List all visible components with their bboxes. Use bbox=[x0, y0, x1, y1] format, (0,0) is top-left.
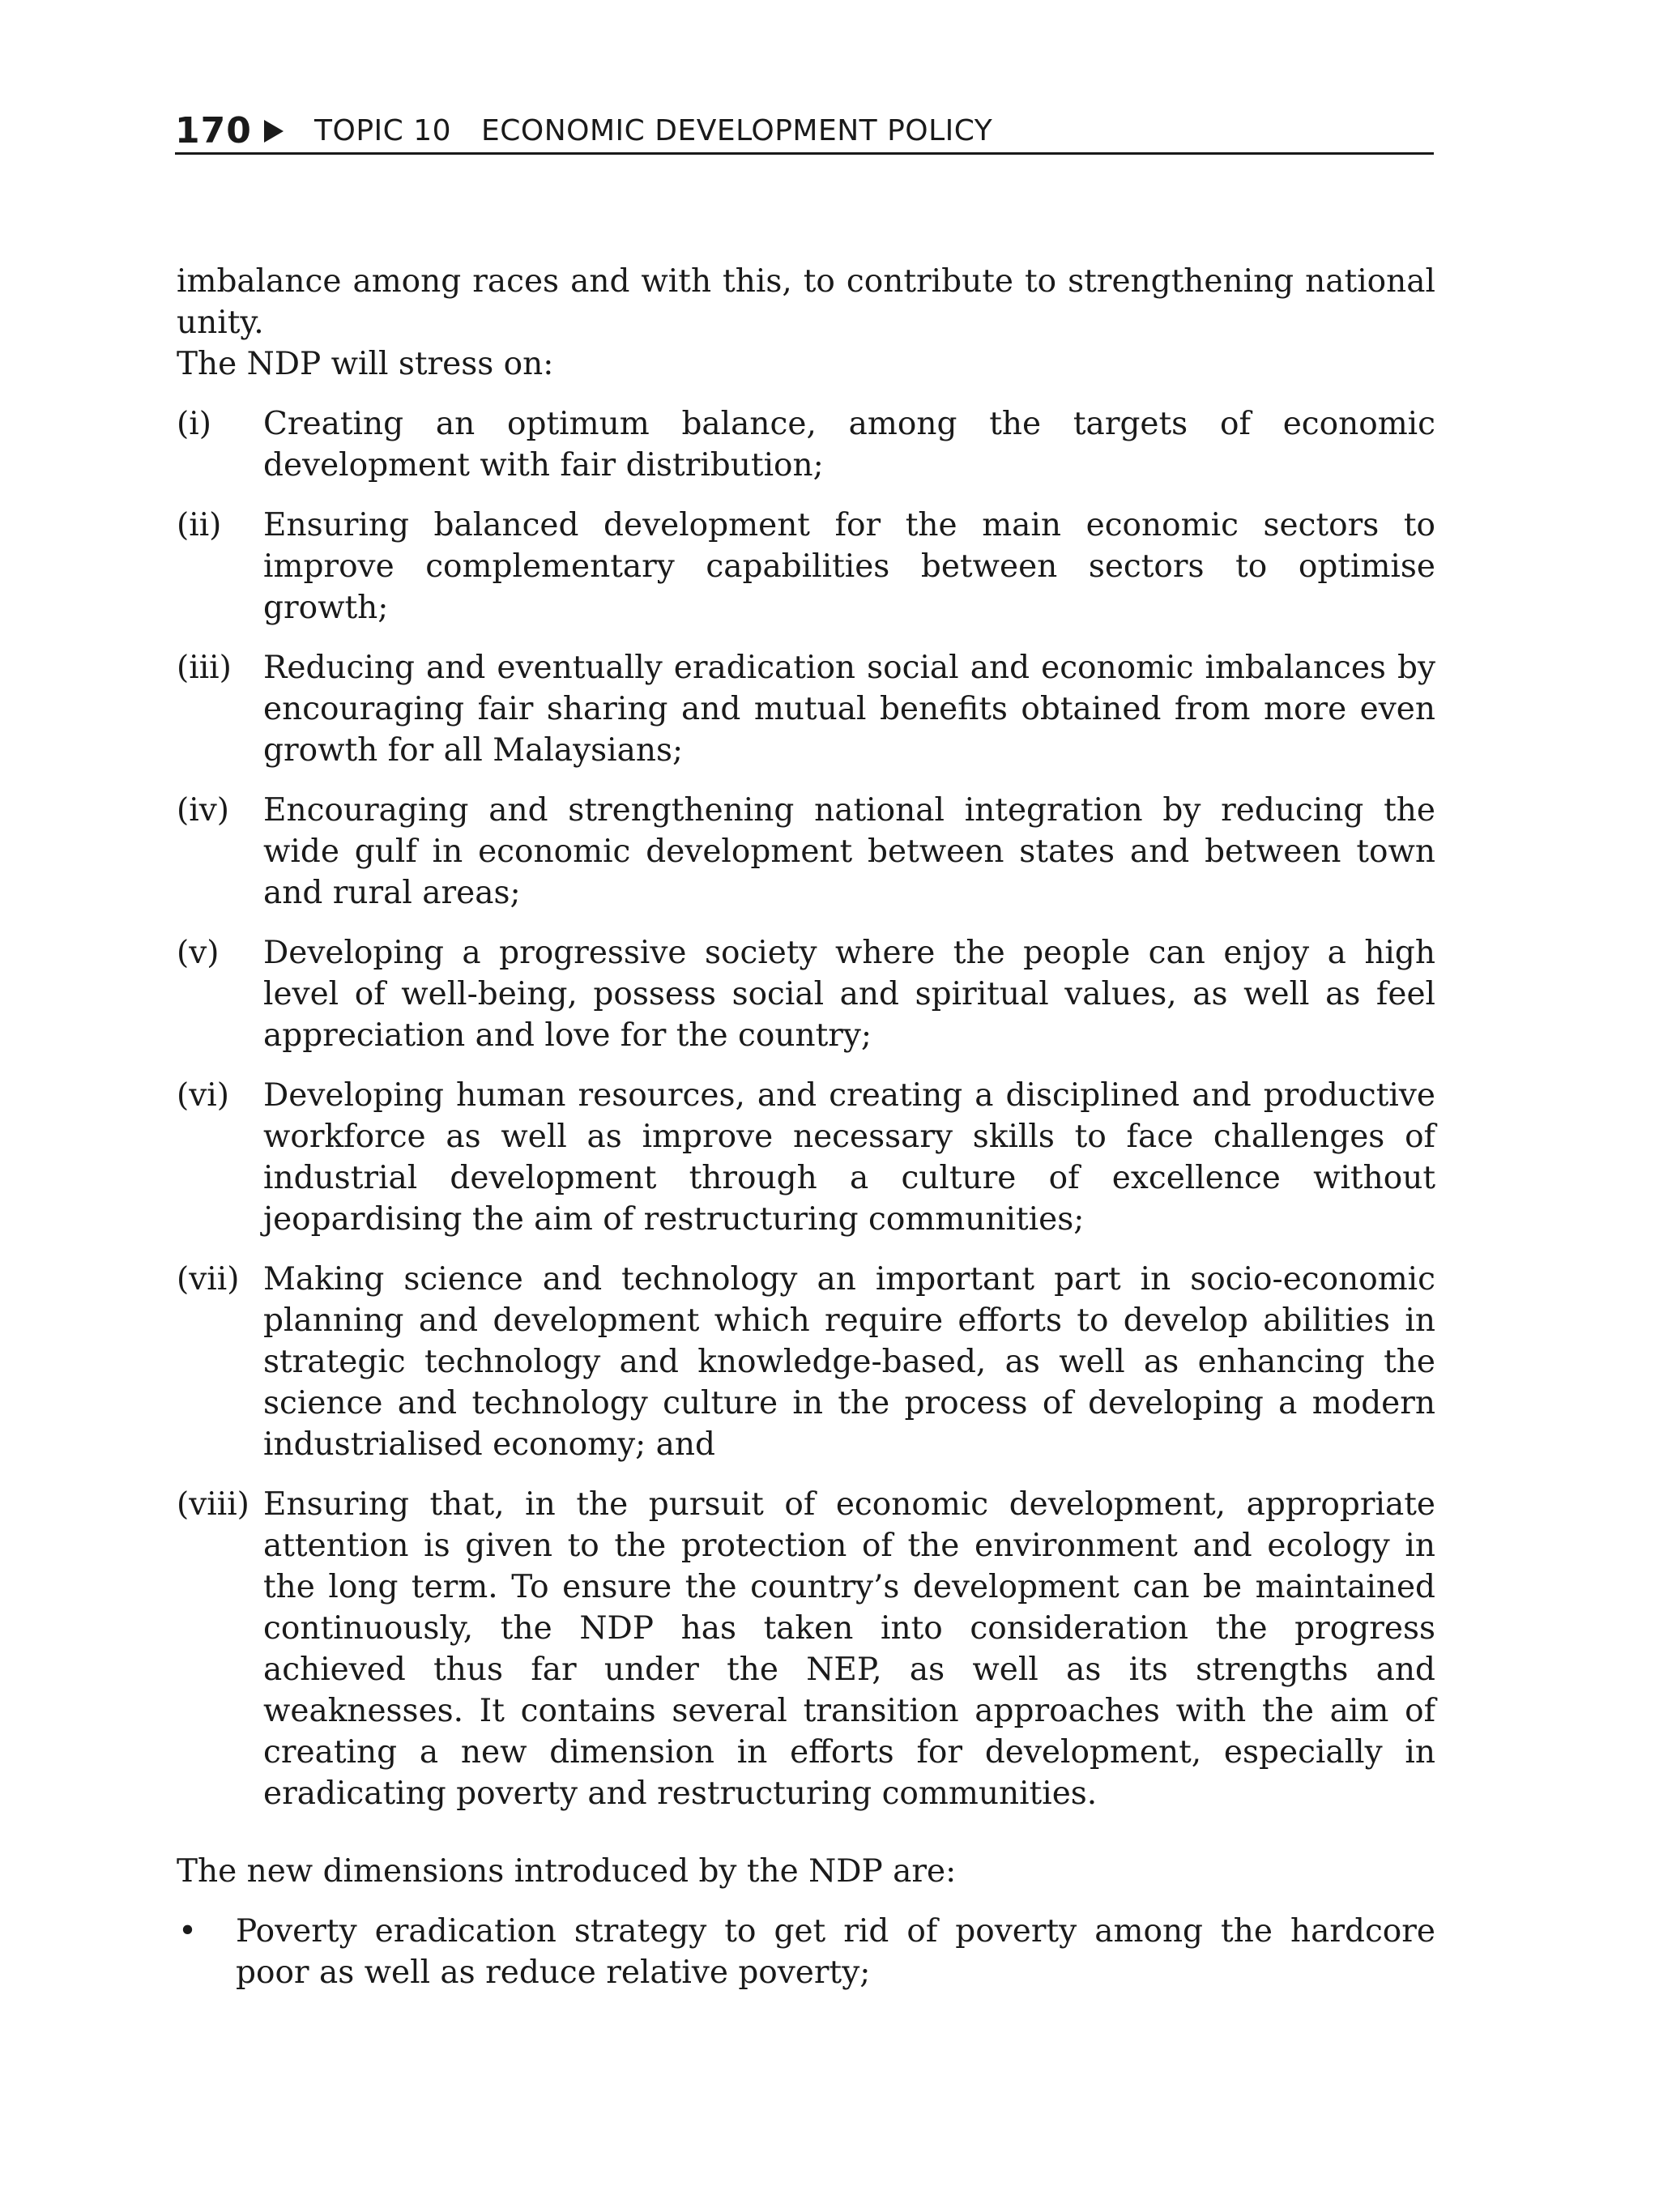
list-item-label: (vii) bbox=[177, 1261, 240, 1298]
intro-paragraph: imbalance among races and with this, to contribute to strengthening national unity. bbox=[177, 263, 1435, 341]
stress-lead-text: The NDP will stress on: bbox=[177, 346, 554, 382]
list-item-label: (iii) bbox=[177, 650, 232, 686]
list-item-label: (i) bbox=[177, 406, 211, 442]
bullet-item-text: Poverty eradication strategy to get rid of poverty among the hardcore poor as well as reduce relative poverty; bbox=[236, 1913, 1435, 1991]
list-item-label: (v) bbox=[177, 935, 220, 971]
list-item-text: Developing a progressive society where the people can enjoy a high level of well-being, possess social and spiritual values, as well as feel appreciation and love for the country; bbox=[263, 935, 1435, 1054]
list-item-label: (vi) bbox=[177, 1077, 229, 1114]
list-item bbox=[177, 505, 1435, 629]
list-item bbox=[177, 932, 1435, 1056]
play-arrow-icon bbox=[264, 120, 284, 143]
chapter-title: ECONOMIC DEVELOPMENT POLICY bbox=[481, 114, 993, 147]
list-item bbox=[177, 1075, 1435, 1240]
list-item-text: Ensuring that, in the pursuit of economic development, appropriate attention is given to the protection of the environment and ecology in the long term. To ensure the country’s development can be maintained continuously, the NDP has taken into consideration the progress achieved thus far under the NEP, as well as its strengths and weaknesses. It contains several transition approaches with the aim of creating a new dimension in efforts for development, especially in eradicating poverty and restructuring communities. bbox=[263, 1486, 1435, 1812]
list-item-text: Creating an optimum balance, among the targets of economic development with fair distribution; bbox=[263, 406, 1435, 484]
bullet-item bbox=[177, 1911, 1435, 1993]
list-item-text: Encouraging and strengthening national integration by reducing the wide gulf in economic development between states and between town and rural areas; bbox=[263, 792, 1435, 911]
list-item bbox=[177, 1259, 1435, 1465]
list-item-text: Ensuring balanced development for the main economic sectors to improve complementary capabilities between sectors to optimise growth; bbox=[263, 507, 1435, 626]
list-item-label: (ii) bbox=[177, 507, 222, 543]
list-item bbox=[177, 647, 1435, 771]
list-item-label: (iv) bbox=[177, 792, 229, 829]
bullet-icon: • bbox=[178, 1913, 198, 1950]
list-item-label: (viii) bbox=[177, 1486, 249, 1523]
list-item-text: Making science and technology an important part in socio-economic planning and development which require efforts to develop abilities in strategic technology and knowledge-based, as well as enhancing the science and technology culture in the process of developing a modern industrialised economy; and bbox=[263, 1261, 1435, 1463]
page-content bbox=[177, 261, 1435, 1993]
dimensions-lead-text: The new dimensions introduced by the NDP are: bbox=[177, 1853, 957, 1890]
page-number: 170 bbox=[175, 110, 252, 151]
list-item bbox=[177, 403, 1435, 486]
page-header bbox=[175, 107, 1434, 155]
list-item-text: Reducing and eventually eradication social and economic imbalances by encouraging fair sharing and mutual benefits obtained from more even growth for all Malaysians; bbox=[263, 650, 1435, 769]
topic-label: TOPIC 10 bbox=[314, 114, 452, 147]
list-item-text: Developing human resources, and creating a disciplined and productive workforce as well as improve necessary skills to face challenges of industrial development through a culture of excellence without jeopardising the aim of restructuring communities; bbox=[263, 1077, 1435, 1238]
list-item bbox=[177, 790, 1435, 914]
list-item bbox=[177, 1484, 1435, 1814]
